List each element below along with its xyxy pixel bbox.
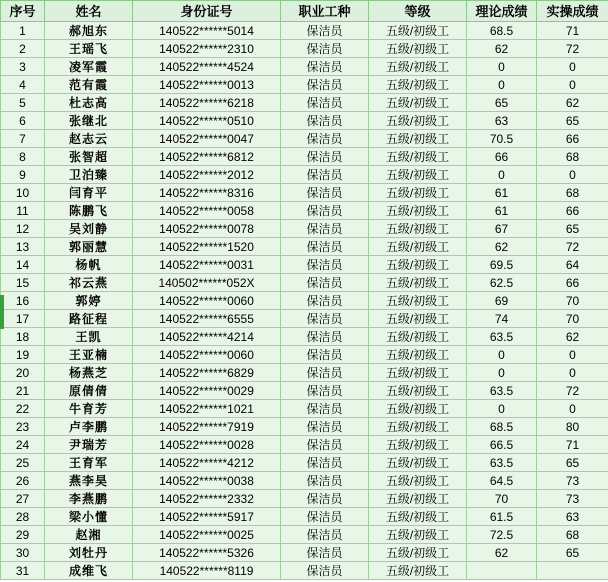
cell-level[interactable]: 五级/初级工 <box>369 454 467 472</box>
cell-occupation[interactable]: 保洁员 <box>281 148 369 166</box>
cell-name[interactable]: 赵湘 <box>45 526 133 544</box>
table-row[interactable] <box>1 256 608 274</box>
cell-seq[interactable]: 27 <box>1 490 45 508</box>
cell-practical-score[interactable]: 0 <box>537 364 608 382</box>
cell-occupation[interactable]: 保洁员 <box>281 22 369 40</box>
cell-id[interactable]: 140522******0028 <box>133 436 281 454</box>
table-row[interactable] <box>1 112 608 130</box>
cell-theory-score[interactable]: 0 <box>467 364 537 382</box>
cell-theory-score[interactable]: 61 <box>467 184 537 202</box>
cell-id[interactable]: 140522******1021 <box>133 400 281 418</box>
cell-name[interactable]: 张智超 <box>45 148 133 166</box>
cell-occupation[interactable]: 保洁员 <box>281 382 369 400</box>
cell-level[interactable]: 五级/初级工 <box>369 346 467 364</box>
cell-level[interactable]: 五级/初级工 <box>369 526 467 544</box>
cell-occupation[interactable]: 保洁员 <box>281 112 369 130</box>
cell-occupation[interactable]: 保洁员 <box>281 364 369 382</box>
cell-practical-score[interactable]: 0 <box>537 166 608 184</box>
cell-id[interactable]: 140522******4214 <box>133 328 281 346</box>
table-row[interactable] <box>1 508 608 526</box>
cell-practical-score[interactable]: 0 <box>537 76 608 94</box>
cell-level[interactable]: 五级/初级工 <box>369 166 467 184</box>
cell-id[interactable]: 140522******0013 <box>133 76 281 94</box>
cell-level[interactable]: 五级/初级工 <box>369 328 467 346</box>
cell-id[interactable]: 140522******0029 <box>133 382 281 400</box>
cell-level[interactable]: 五级/初级工 <box>369 292 467 310</box>
column-header-id[interactable]: 身份证号 <box>133 1 281 22</box>
cell-name[interactable]: 吴刘静 <box>45 220 133 238</box>
column-header-practical-score[interactable]: 实操成绩 <box>537 1 608 22</box>
cell-practical-score[interactable]: 66 <box>537 130 608 148</box>
cell-id[interactable]: 140522******1520 <box>133 238 281 256</box>
cell-name[interactable]: 闫育平 <box>45 184 133 202</box>
cell-theory-score[interactable]: 63.5 <box>467 328 537 346</box>
cell-practical-score[interactable]: 62 <box>537 328 608 346</box>
cell-practical-score[interactable]: 0 <box>537 346 608 364</box>
column-header-name[interactable]: 姓名 <box>45 1 133 22</box>
cell-level[interactable]: 五级/初级工 <box>369 58 467 76</box>
cell-level[interactable]: 五级/初级工 <box>369 382 467 400</box>
cell-theory-score[interactable]: 62.5 <box>467 274 537 292</box>
cell-occupation[interactable]: 保洁员 <box>281 166 369 184</box>
cell-practical-score[interactable]: 71 <box>537 22 608 40</box>
table-row[interactable] <box>1 58 608 76</box>
table-row[interactable] <box>1 22 608 40</box>
cell-id[interactable]: 140522******6829 <box>133 364 281 382</box>
cell-name[interactable]: 王亚楠 <box>45 346 133 364</box>
cell-seq[interactable]: 5 <box>1 94 45 112</box>
table-row[interactable] <box>1 148 608 166</box>
cell-seq[interactable]: 26 <box>1 472 45 490</box>
table-body <box>1 22 608 580</box>
cell-practical-score[interactable]: 70 <box>537 310 608 328</box>
cell-practical-score[interactable]: 72 <box>537 382 608 400</box>
cell-seq[interactable]: 2 <box>1 40 45 58</box>
cell-theory-score[interactable]: 63 <box>467 112 537 130</box>
cell-seq[interactable]: 31 <box>1 562 45 580</box>
cell-seq[interactable]: 7 <box>1 130 45 148</box>
cell-theory-score[interactable]: 67 <box>467 220 537 238</box>
table-row[interactable] <box>1 40 608 58</box>
cell-theory-score[interactable]: 62 <box>467 544 537 562</box>
cell-practical-score[interactable]: 73 <box>537 472 608 490</box>
table-row[interactable] <box>1 166 608 184</box>
cell-name[interactable]: 卢李鹏 <box>45 418 133 436</box>
cell-theory-score[interactable]: 0 <box>467 76 537 94</box>
cell-level[interactable]: 五级/初级工 <box>369 256 467 274</box>
cell-practical-score[interactable]: 63 <box>537 508 608 526</box>
cell-theory-score[interactable] <box>467 562 537 580</box>
table-row[interactable] <box>1 292 608 310</box>
cell-level[interactable]: 五级/初级工 <box>369 544 467 562</box>
table-row[interactable] <box>1 418 608 436</box>
row-selection-marker <box>0 312 4 329</box>
cell-occupation[interactable]: 保洁员 <box>281 526 369 544</box>
cell-occupation[interactable]: 保洁员 <box>281 94 369 112</box>
table-row[interactable] <box>1 472 608 490</box>
cell-practical-score[interactable]: 66 <box>537 274 608 292</box>
cell-theory-score[interactable]: 69.5 <box>467 256 537 274</box>
cell-occupation[interactable]: 保洁员 <box>281 490 369 508</box>
table-row[interactable] <box>1 400 608 418</box>
cell-seq[interactable]: 1 <box>1 22 45 40</box>
cell-id[interactable]: 140522******0025 <box>133 526 281 544</box>
table-row[interactable] <box>1 454 608 472</box>
cell-id[interactable]: 140522******2310 <box>133 40 281 58</box>
cell-level[interactable]: 五级/初级工 <box>369 274 467 292</box>
cell-theory-score[interactable]: 0 <box>467 58 537 76</box>
cell-seq[interactable]: 9 <box>1 166 45 184</box>
cell-occupation[interactable]: 保洁员 <box>281 436 369 454</box>
cell-name[interactable]: 范有霞 <box>45 76 133 94</box>
table-row[interactable] <box>1 238 608 256</box>
cell-level[interactable]: 五级/初级工 <box>369 400 467 418</box>
cell-name[interactable]: 郭丽慧 <box>45 238 133 256</box>
cell-occupation[interactable]: 保洁员 <box>281 274 369 292</box>
cell-level[interactable]: 五级/初级工 <box>369 418 467 436</box>
cell-practical-score[interactable]: 0 <box>537 400 608 418</box>
cell-name[interactable]: 张继北 <box>45 112 133 130</box>
cell-occupation[interactable]: 保洁员 <box>281 130 369 148</box>
table-row[interactable] <box>1 310 608 328</box>
cell-occupation[interactable]: 保洁员 <box>281 76 369 94</box>
cell-id[interactable]: 140522******0038 <box>133 472 281 490</box>
cell-seq[interactable]: 16 <box>1 292 45 310</box>
cell-seq[interactable]: 19 <box>1 346 45 364</box>
cell-practical-score[interactable]: 72 <box>537 40 608 58</box>
cell-name[interactable]: 王凯 <box>45 328 133 346</box>
cell-id[interactable]: 140522******4524 <box>133 58 281 76</box>
cell-id[interactable]: 140522******6218 <box>133 94 281 112</box>
cell-practical-score[interactable]: 65 <box>537 112 608 130</box>
cell-id[interactable]: 140522******0060 <box>133 346 281 364</box>
cell-seq[interactable]: 28 <box>1 508 45 526</box>
cell-occupation[interactable]: 保洁员 <box>281 346 369 364</box>
cell-seq[interactable]: 13 <box>1 238 45 256</box>
cell-theory-score[interactable]: 0 <box>467 166 537 184</box>
table-row[interactable] <box>1 130 608 148</box>
cell-occupation[interactable]: 保洁员 <box>281 184 369 202</box>
cell-theory-score[interactable]: 62 <box>467 40 537 58</box>
cell-seq[interactable]: 8 <box>1 148 45 166</box>
cell-name[interactable]: 陈鹏飞 <box>45 202 133 220</box>
cell-name[interactable]: 尹瑞芳 <box>45 436 133 454</box>
column-header-level[interactable]: 等级 <box>369 1 467 22</box>
cell-level[interactable]: 五级/初级工 <box>369 202 467 220</box>
cell-practical-score[interactable]: 68 <box>537 148 608 166</box>
table-row[interactable] <box>1 544 608 562</box>
table-row[interactable] <box>1 274 608 292</box>
cell-occupation[interactable]: 保洁员 <box>281 202 369 220</box>
table-row[interactable] <box>1 364 608 382</box>
cell-occupation[interactable]: 保洁员 <box>281 400 369 418</box>
cell-level[interactable]: 五级/初级工 <box>369 508 467 526</box>
table-row[interactable] <box>1 76 608 94</box>
cell-id[interactable]: 140522******0510 <box>133 112 281 130</box>
cell-level[interactable]: 五级/初级工 <box>369 40 467 58</box>
cell-id[interactable]: 140522******0060 <box>133 292 281 310</box>
cell-name[interactable]: 凌军霞 <box>45 58 133 76</box>
cell-practical-score[interactable]: 73 <box>537 490 608 508</box>
table-row[interactable] <box>1 94 608 112</box>
cell-name[interactable]: 王育军 <box>45 454 133 472</box>
cell-name[interactable]: 梁小懂 <box>45 508 133 526</box>
cell-name[interactable]: 路征程 <box>45 310 133 328</box>
cell-level[interactable]: 五级/初级工 <box>369 436 467 454</box>
cell-occupation[interactable]: 保洁员 <box>281 562 369 580</box>
cell-id[interactable]: 140522******6555 <box>133 310 281 328</box>
cell-occupation[interactable]: 保洁员 <box>281 40 369 58</box>
cell-occupation[interactable]: 保洁员 <box>281 418 369 436</box>
cell-occupation[interactable]: 保洁员 <box>281 58 369 76</box>
cell-id[interactable]: 140522******0031 <box>133 256 281 274</box>
cell-name[interactable]: 郝旭东 <box>45 22 133 40</box>
cell-level[interactable]: 五级/初级工 <box>369 112 467 130</box>
cell-seq[interactable]: 23 <box>1 418 45 436</box>
cell-occupation[interactable]: 保洁员 <box>281 310 369 328</box>
cell-practical-score[interactable]: 68 <box>537 184 608 202</box>
cell-id[interactable]: 140522******5014 <box>133 22 281 40</box>
cell-theory-score[interactable]: 72.5 <box>467 526 537 544</box>
cell-theory-score[interactable]: 63.5 <box>467 382 537 400</box>
cell-seq[interactable]: 30 <box>1 544 45 562</box>
cell-seq[interactable]: 15 <box>1 274 45 292</box>
cell-theory-score[interactable]: 61.5 <box>467 508 537 526</box>
cell-name[interactable]: 祁云燕 <box>45 274 133 292</box>
cell-name[interactable]: 杨帆 <box>45 256 133 274</box>
cell-seq[interactable]: 6 <box>1 112 45 130</box>
cell-theory-score[interactable]: 0 <box>467 400 537 418</box>
cell-theory-score[interactable]: 68.5 <box>467 22 537 40</box>
table-row[interactable] <box>1 382 608 400</box>
column-header-theory-score[interactable]: 理论成绩 <box>467 1 537 22</box>
cell-theory-score[interactable]: 70.5 <box>467 130 537 148</box>
cell-level[interactable]: 五级/初级工 <box>369 148 467 166</box>
table-row[interactable] <box>1 562 608 580</box>
table-row[interactable] <box>1 436 608 454</box>
cell-practical-score[interactable]: 66 <box>537 202 608 220</box>
cell-theory-score[interactable]: 0 <box>467 346 537 364</box>
cell-practical-score[interactable]: 0 <box>537 58 608 76</box>
cell-occupation[interactable]: 保洁员 <box>281 472 369 490</box>
cell-name[interactable]: 郭婷 <box>45 292 133 310</box>
cell-theory-score[interactable]: 66.5 <box>467 436 537 454</box>
cell-level[interactable]: 五级/初级工 <box>369 364 467 382</box>
cell-occupation[interactable]: 保洁员 <box>281 292 369 310</box>
cell-name[interactable]: 卫泊臻 <box>45 166 133 184</box>
cell-practical-score[interactable]: 62 <box>537 94 608 112</box>
cell-seq[interactable]: 18 <box>1 328 45 346</box>
cell-id[interactable]: 140522******2332 <box>133 490 281 508</box>
cell-id[interactable]: 140522******4212 <box>133 454 281 472</box>
cell-level[interactable]: 五级/初级工 <box>369 184 467 202</box>
cell-name[interactable]: 杜志高 <box>45 94 133 112</box>
cell-name[interactable]: 杨燕芝 <box>45 364 133 382</box>
cell-practical-score[interactable] <box>537 562 608 580</box>
cell-occupation[interactable]: 保洁员 <box>281 544 369 562</box>
table-row[interactable] <box>1 490 608 508</box>
cell-theory-score[interactable]: 62 <box>467 238 537 256</box>
cell-practical-score[interactable]: 64 <box>537 256 608 274</box>
cell-seq[interactable]: 4 <box>1 76 45 94</box>
cell-id[interactable]: 140522******0058 <box>133 202 281 220</box>
cell-practical-score[interactable]: 68 <box>537 526 608 544</box>
table-row[interactable] <box>1 526 608 544</box>
cell-name[interactable]: 赵志云 <box>45 130 133 148</box>
column-header-seq[interactable]: 序号 <box>1 1 45 22</box>
cell-seq[interactable]: 24 <box>1 436 45 454</box>
cell-theory-score[interactable]: 61 <box>467 202 537 220</box>
cell-occupation[interactable]: 保洁员 <box>281 256 369 274</box>
cell-level[interactable]: 五级/初级工 <box>369 94 467 112</box>
cell-id[interactable]: 140522******5326 <box>133 544 281 562</box>
cell-theory-score[interactable]: 65 <box>467 94 537 112</box>
cell-seq[interactable]: 11 <box>1 202 45 220</box>
table-row[interactable] <box>1 184 608 202</box>
cell-id[interactable]: 140522******6812 <box>133 148 281 166</box>
cell-theory-score[interactable]: 64.5 <box>467 472 537 490</box>
cell-level[interactable]: 五级/初级工 <box>369 310 467 328</box>
cell-practical-score[interactable]: 71 <box>537 436 608 454</box>
column-header-occupation[interactable]: 职业工种 <box>281 1 369 22</box>
cell-seq[interactable]: 21 <box>1 382 45 400</box>
cell-name[interactable]: 成维飞 <box>45 562 133 580</box>
cell-id[interactable]: 140522******7919 <box>133 418 281 436</box>
cell-theory-score[interactable]: 68.5 <box>467 418 537 436</box>
cell-theory-score[interactable]: 74 <box>467 310 537 328</box>
cell-seq[interactable]: 14 <box>1 256 45 274</box>
cell-practical-score[interactable]: 80 <box>537 418 608 436</box>
cell-id[interactable]: 140522******2012 <box>133 166 281 184</box>
table-row[interactable] <box>1 220 608 238</box>
cell-practical-score[interactable]: 72 <box>537 238 608 256</box>
table-row[interactable] <box>1 346 608 364</box>
cell-practical-score[interactable]: 70 <box>537 292 608 310</box>
cell-level[interactable]: 五级/初级工 <box>369 220 467 238</box>
cell-occupation[interactable]: 保洁员 <box>281 328 369 346</box>
cell-seq[interactable]: 12 <box>1 220 45 238</box>
cell-level[interactable]: 五级/初级工 <box>369 22 467 40</box>
cell-seq[interactable]: 22 <box>1 400 45 418</box>
cell-name[interactable]: 牛育芳 <box>45 400 133 418</box>
cell-id[interactable]: 140502******052X <box>133 274 281 292</box>
cell-seq[interactable]: 17 <box>1 310 45 328</box>
cell-occupation[interactable]: 保洁员 <box>281 508 369 526</box>
cell-theory-score[interactable]: 69 <box>467 292 537 310</box>
cell-level[interactable]: 五级/初级工 <box>369 562 467 580</box>
cell-occupation[interactable]: 保洁员 <box>281 454 369 472</box>
cell-occupation[interactable]: 保洁员 <box>281 220 369 238</box>
cell-seq[interactable]: 3 <box>1 58 45 76</box>
cell-seq[interactable]: 10 <box>1 184 45 202</box>
row-selection-marker <box>0 295 4 312</box>
cell-theory-score[interactable]: 63.5 <box>467 454 537 472</box>
table-row[interactable] <box>1 328 608 346</box>
cell-name[interactable]: 李燕鹏 <box>45 490 133 508</box>
table-header-row <box>1 1 608 22</box>
cell-level[interactable]: 五级/初级工 <box>369 130 467 148</box>
cell-id[interactable]: 140522******0078 <box>133 220 281 238</box>
cell-name[interactable]: 原倩倩 <box>45 382 133 400</box>
cell-id[interactable]: 140522******8119 <box>133 562 281 580</box>
cell-id[interactable]: 140522******8316 <box>133 184 281 202</box>
cell-practical-score[interactable]: 65 <box>537 544 608 562</box>
cell-id[interactable]: 140522******5917 <box>133 508 281 526</box>
cell-seq[interactable]: 20 <box>1 364 45 382</box>
cell-level[interactable]: 五级/初级工 <box>369 490 467 508</box>
cell-level[interactable]: 五级/初级工 <box>369 238 467 256</box>
cell-name[interactable]: 刘牡丹 <box>45 544 133 562</box>
cell-seq[interactable]: 29 <box>1 526 45 544</box>
cell-level[interactable]: 五级/初级工 <box>369 472 467 490</box>
cell-practical-score[interactable]: 65 <box>537 220 608 238</box>
cell-practical-score[interactable]: 65 <box>537 454 608 472</box>
cell-name[interactable]: 王瑶飞 <box>45 40 133 58</box>
cell-occupation[interactable]: 保洁员 <box>281 238 369 256</box>
table-row[interactable] <box>1 202 608 220</box>
cell-seq[interactable]: 25 <box>1 454 45 472</box>
cell-id[interactable]: 140522******0047 <box>133 130 281 148</box>
cell-name[interactable]: 燕李昊 <box>45 472 133 490</box>
cell-level[interactable]: 五级/初级工 <box>369 76 467 94</box>
cell-theory-score[interactable]: 66 <box>467 148 537 166</box>
cell-theory-score[interactable]: 70 <box>467 490 537 508</box>
